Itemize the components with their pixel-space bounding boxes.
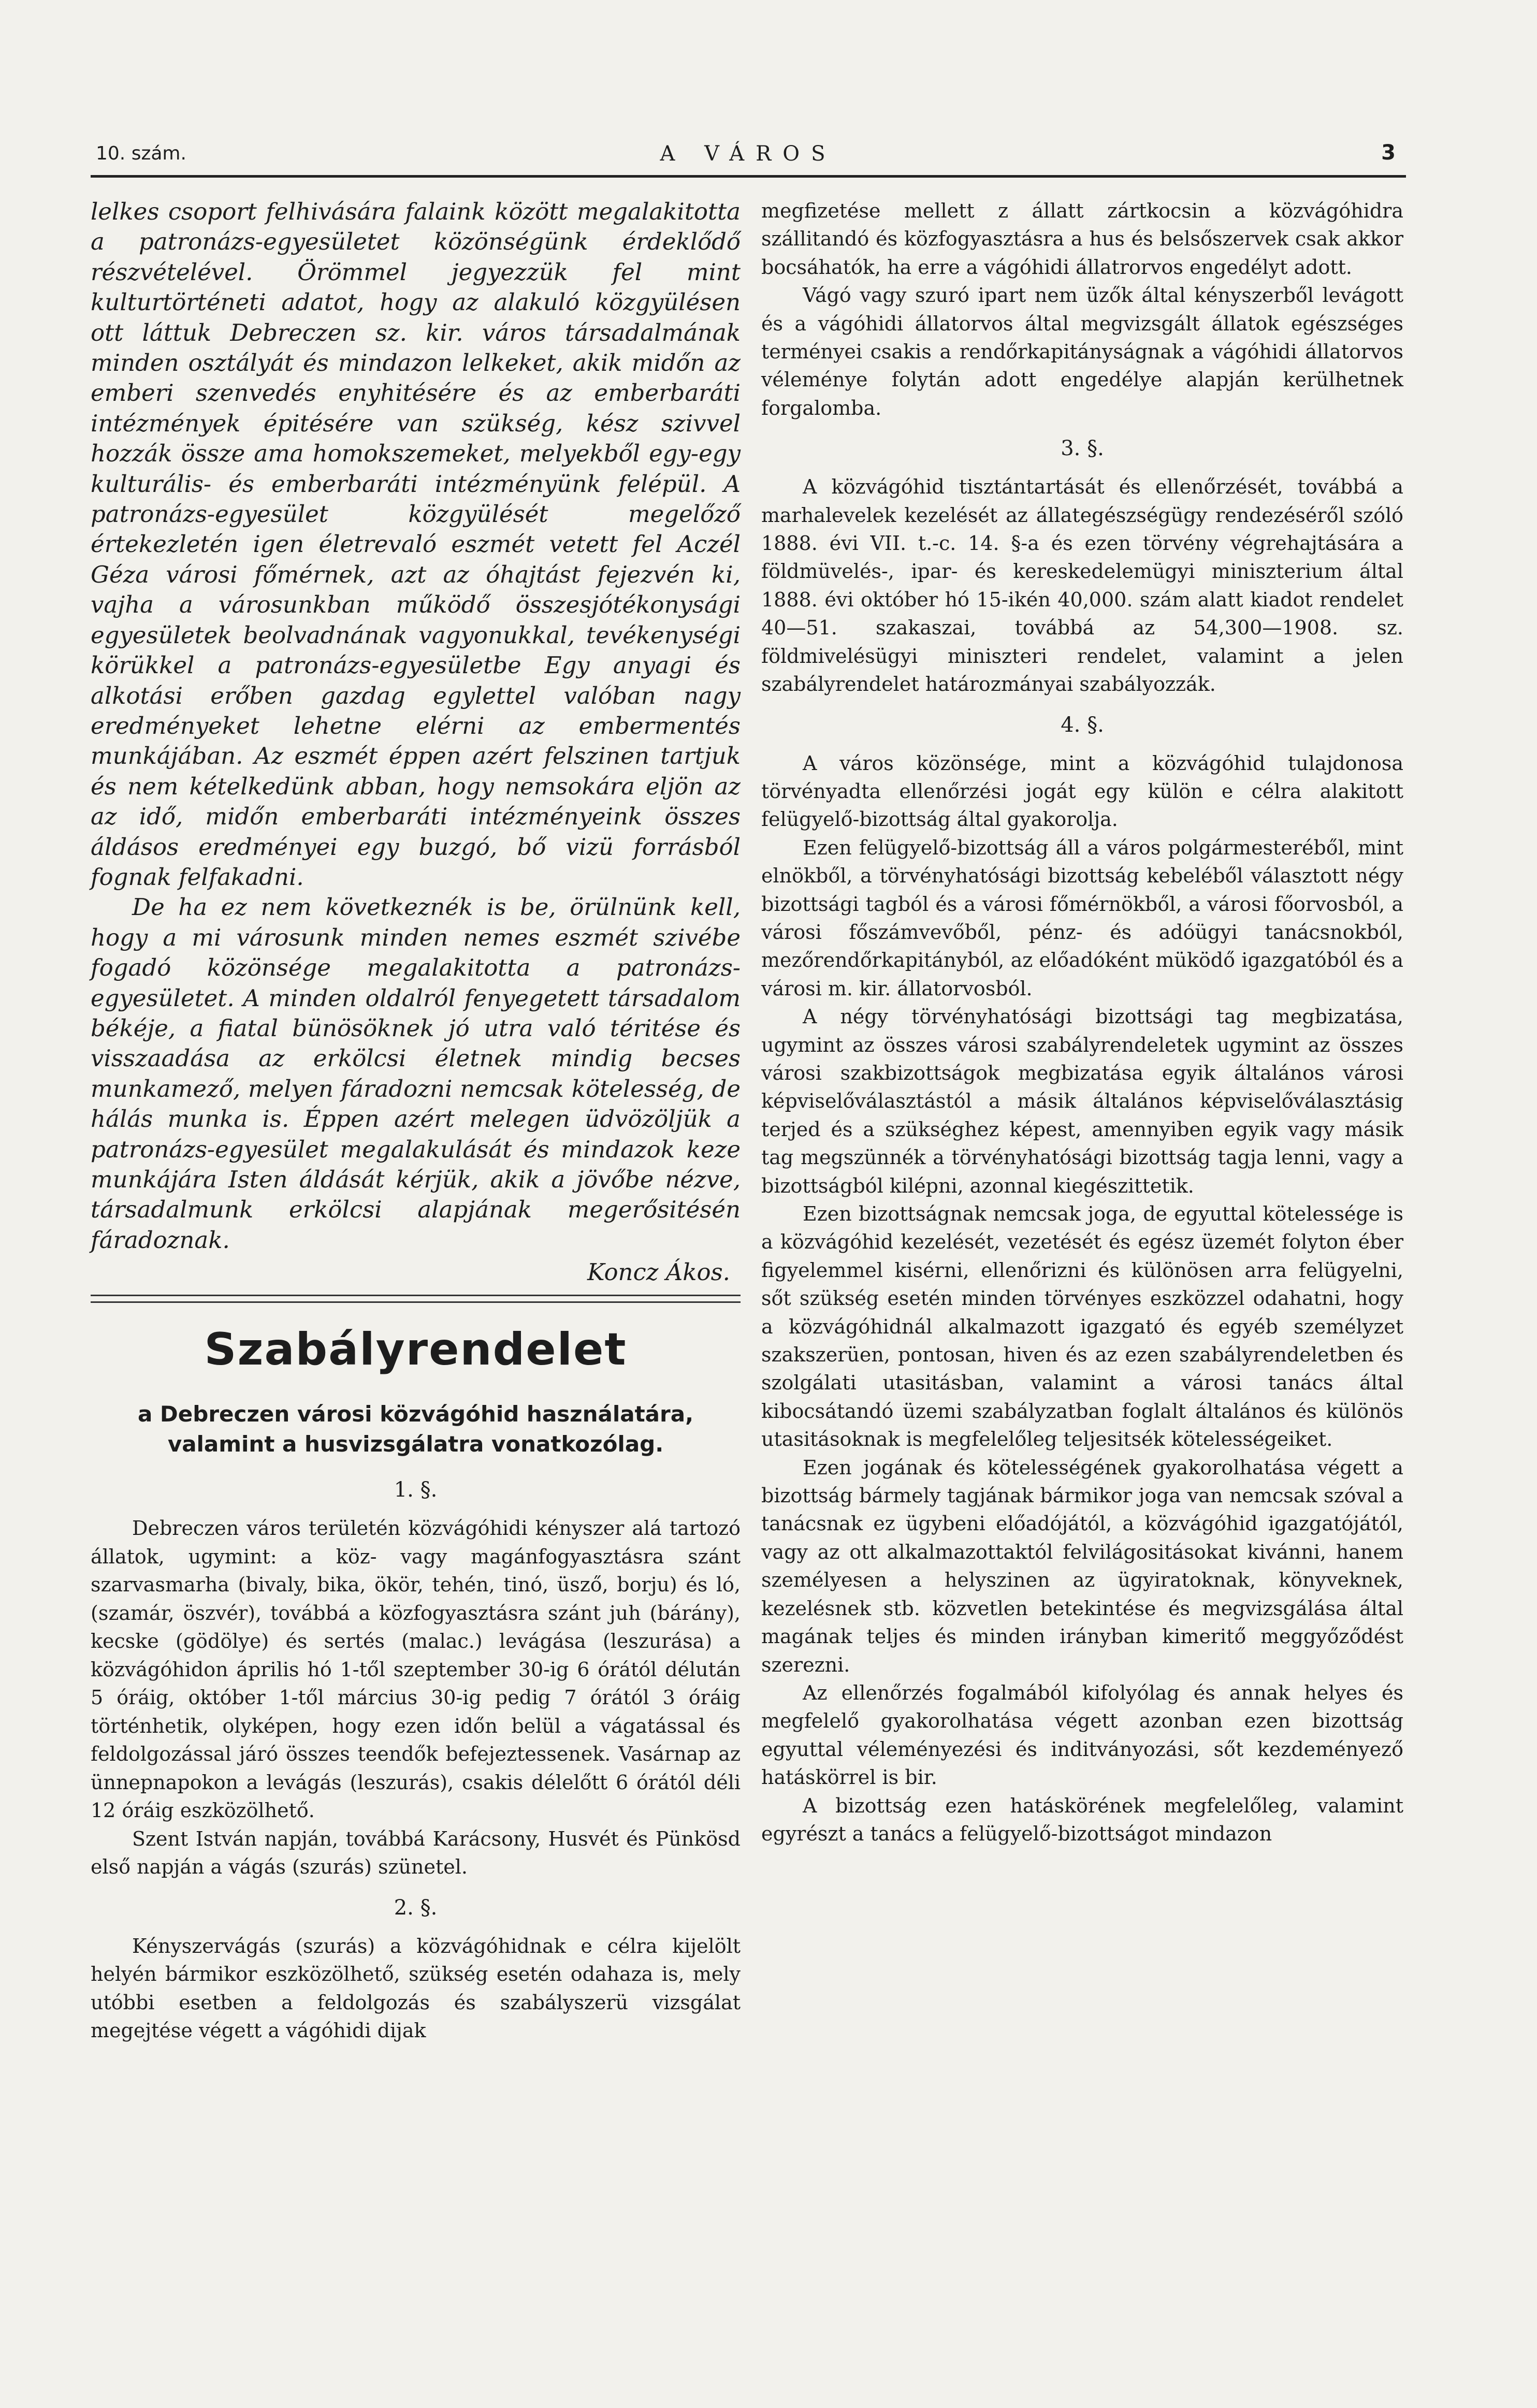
paragraph: Ezen bizottságnak nemcsak joga, de egyuttal kötelessége is a közvágóhid kezelését, vezetését és egész üzemét folyton éber figyelemmel kisérni, ellenőrizni és különösen arra felügyelni, sőt szükség esetén minden törvényes eszközzel odahatni, hogy a közvágóhidnál alkalmazott igazgató és egyéb személyzet szakszerüen, pontosan, hiven és az ezen szabályrendeletben és szolgálati utasitásban, valamint a városi tanács által kibocsátandó üzemi szabályzatban foglalt általános és különös utasitásoknak is megfelelőleg teljesitsék kötelességeiket. [761,1202,1403,1451]
right-column [761,197,1403,1848]
article-subtitle: a Debreczen városi közvágóhid használatára, valamint a husvizsgálatra vonatkozólag. [137,1401,694,1457]
paragraph: A közvágóhid tisztántartását és ellenőrzését, továbbá a marhalevelek kezelését az állategészségügy rendezéséről szóló 1888. évi VII. t.-c. 14. §-a és ezen törvény végrehajtására a földmüvelés-, ipar- és kereskedelemügyi miniszterium által 1888. évi október hó 15-ikén 40,000. szám alatt kiadot rendelet 40—51. szakaszai, továbbá az 54,300—1908. sz. földmivelésügyi miniszteri rendelet, valamint a jelen szabályrendelet határozmányai szabályozzák. [761,475,1403,696]
intro-paragraph: lelkes csoport felhivására falaink között megalakitotta a patronázs-egyesületet közönségünk érdeklődő részvételével. Örömmel jegyezzük fel mint kulturtörténeti adatot, hogy az alakuló közgyülésen ott láttuk Debreczen sz. kir. város társadalmának minden osztályát és mindazon lelkeket, akik midőn az emberi szenvedés enyhitésére és az emberbaráti intézmények épitésére van szükség, kész szivvel hozzák össze ama homokszemeket, melyekből egy-egy kulturális- és emberbaráti intézményünk felépül. A patronázs-egyesület közgyülését megelőző értekezletén igen életrevaló eszmét vetett fel Aczél Géza városi főmérnek, azt az óhajtást fejezvén ki, vajha a városunkban működő összesjótékonysági egyesületek beolvadnának vagyonukkal, tevékenységi körükkel a patronázs-egyesületbe Egy anyagi és alkotási erőben gazdag egylettel valóban nagy eredményeket lehetne elérni az embermentés munkájában. Az eszmét éppen azért felszinen tartjuk és nem kételkedünk abban, hogy nemsokára eljön az az idő, midőn emberbaráti intézményeink összes áldásos eredményei egy buzgó, bő vizü forrásból fognak felfakadni. [91,198,741,891]
paragraph: A bizottság ezen hatáskörének megfelelőleg, valamint egyrészt a tanács a felügyelő-bizottságot mindazon [761,1794,1403,1845]
newspaper-title: A VÁROS [660,142,837,166]
paragraph: A város közönsége, mint a közvágóhid tulajdonosa törvényadta ellenőrzési jogát egy külön e célra alakitott felügyelő-bizottság által gyakorolja. [761,751,1403,831]
section-title: 3. §. [1061,437,1104,461]
issue-number: 10. szám. [96,143,186,164]
paragraph: Kényszervágás (szurás) a közvágóhidnak e célra kijelölt helyén bármikor eszközölhető, szükség esetén odahaza is, mely utóbbi esetben a feldolgozás és szabályszerü vizsgálat megejtése végett a vágóhidi dijak [91,1934,741,2042]
page-header [91,139,1406,178]
left-column [91,197,741,2045]
section-title: 4. §. [1061,713,1104,737]
article-heading: Szabályrendelet [204,1324,627,1376]
paragraph: A négy törvényhatósági bizottsági tag megbizatása, ugymint az összes városi szabályrendeletek ugymint az összes városi szakbizottságok megbizatása egyik általános városi képviselőválasztástól a másik általános képviselőválasztásig terjed és a szükséghez képest, amennyiben egyik vagy másik tag megszünnék a törvényhatósági bizottság tagja lenni, vagy a bizottságból kilépni, azonnal kiegészittetik. [761,1005,1403,1197]
section-title: 1. §. [394,1478,438,1502]
page-number: 3 [1381,141,1396,165]
paragraph: megfizetése mellett z állatt zártkocsin a közvágóhidra szállitandó és közfogyasztásra a hus és belsőszervek csak akkor bocsáhatók, ha erre a vágóhidi állatrorvos engedélyt adott. [761,199,1403,279]
paragraph: Szent István napján, továbbá Karácsony, Husvét és Pünkösd első napján a vágás (szurás) szünetel. [91,1827,741,1879]
author-signature: Koncz Ákos. [587,1258,730,1286]
intro-paragraph: De ha ez nem következnék is be, örülnünk kell, hogy a mi városunk minden nemes eszmét szivébe fogadó közönsége megalakitotta a patronázs-egyesületet. A minden oldalról fenyegetett társadalom békéje, a fiatal bünösöknek jó utra való téritése és visszaadása az erkölcsi életnek mindig becses munkamező, melyen fáradozni nemcsak kötelesség, de hálás munka is. Éppen azért melegen üdvözöljük a patronázs-egyesület megalakulását és mindazok keze munkájára Isten áldását kérjük, akik a jövőbe nézve, társadalmunk erkölcsi alapjának megerősitésén fáradoznak. [91,893,741,1254]
section-divider [91,1295,741,1303]
paragraph: Ezen felügyelő-bizottság áll a város polgármesteréből, mint elnökből, a törvényhatósági bizottság kebeléből választott négy bizottsági tagból és a városi főmérnökből, a városi főorvosból, a városi főszámvevőből, pénz- és adóügyi tanácsnokból, mezőrendőrkapitányból, az előadóként müködő igazgatóból és a városi m. kir. állatorvosból. [761,836,1403,1000]
section-title: 2. §. [394,1895,438,1920]
paragraph: Debreczen város területén közvágóhidi kényszer alá tartozó állatok, ugymint: a köz- vagy magánfogyasztásra szánt szarvasmarha (bivaly, bika, ökör, tehén, tinó, üsző, borju) és ló, (szamár, öszvér), továbbá a közfogyasztásra szánt juh (bárány), kecske (gödölye) és sertés (malac.) levágása (leszurása) a közvágóhidon április hó 1-től szeptember 30-ig 6 órától délután 5 óráig, október 1-től március 30-ig pedig 7 órától 3 óráig történhetik, olyképen, hogy ezen időn belül a vágatással és feldolgozással járó összes teendők befejeztessenek. Vasárnap az ünnepnapokon a levágás (leszurás), csakis délelőtt 6 órától déli 12 óráig eszközölhető. [91,1517,741,1822]
paragraph: Vágó vagy szuró ipart nem üzők által kényszerből levágott és a vágóhidi állatorvos által megvizsgált állatok egészséges terményei csakis a rendőrkapitányságnak a vágóhidi állatorvos véleménye folytán adott engedélye alapján kerülhetnek forgalomba. [761,284,1403,419]
paragraph: Az ellenőrzés fogalmából kifolyólag és annak helyes és megfelelő gyakorolhatása végett azonban ezen bizottság egyuttal véleményezési és inditványozási, sőt kezdeményező hatáskörrel is bir. [761,1681,1403,1789]
paragraph: Ezen jogának és kötelességének gyakorolhatása végett a bizottság bármely tagjának bármikor joga van nemcsak szóval a tanácsnak ez ügybeni előadójától, a közvágóhid igazgatójától, vagy az ott alkalmazottaktól felvilágositásokat kivánni, hanem személyesen a helyszinen az ügyiratoknak, könyveknek, kezelésnek stb. közvetlen betekintése és megvizsgálása által magának teljes és minden irányban kimeritő meggyőződést szerezni. [761,1456,1403,1676]
